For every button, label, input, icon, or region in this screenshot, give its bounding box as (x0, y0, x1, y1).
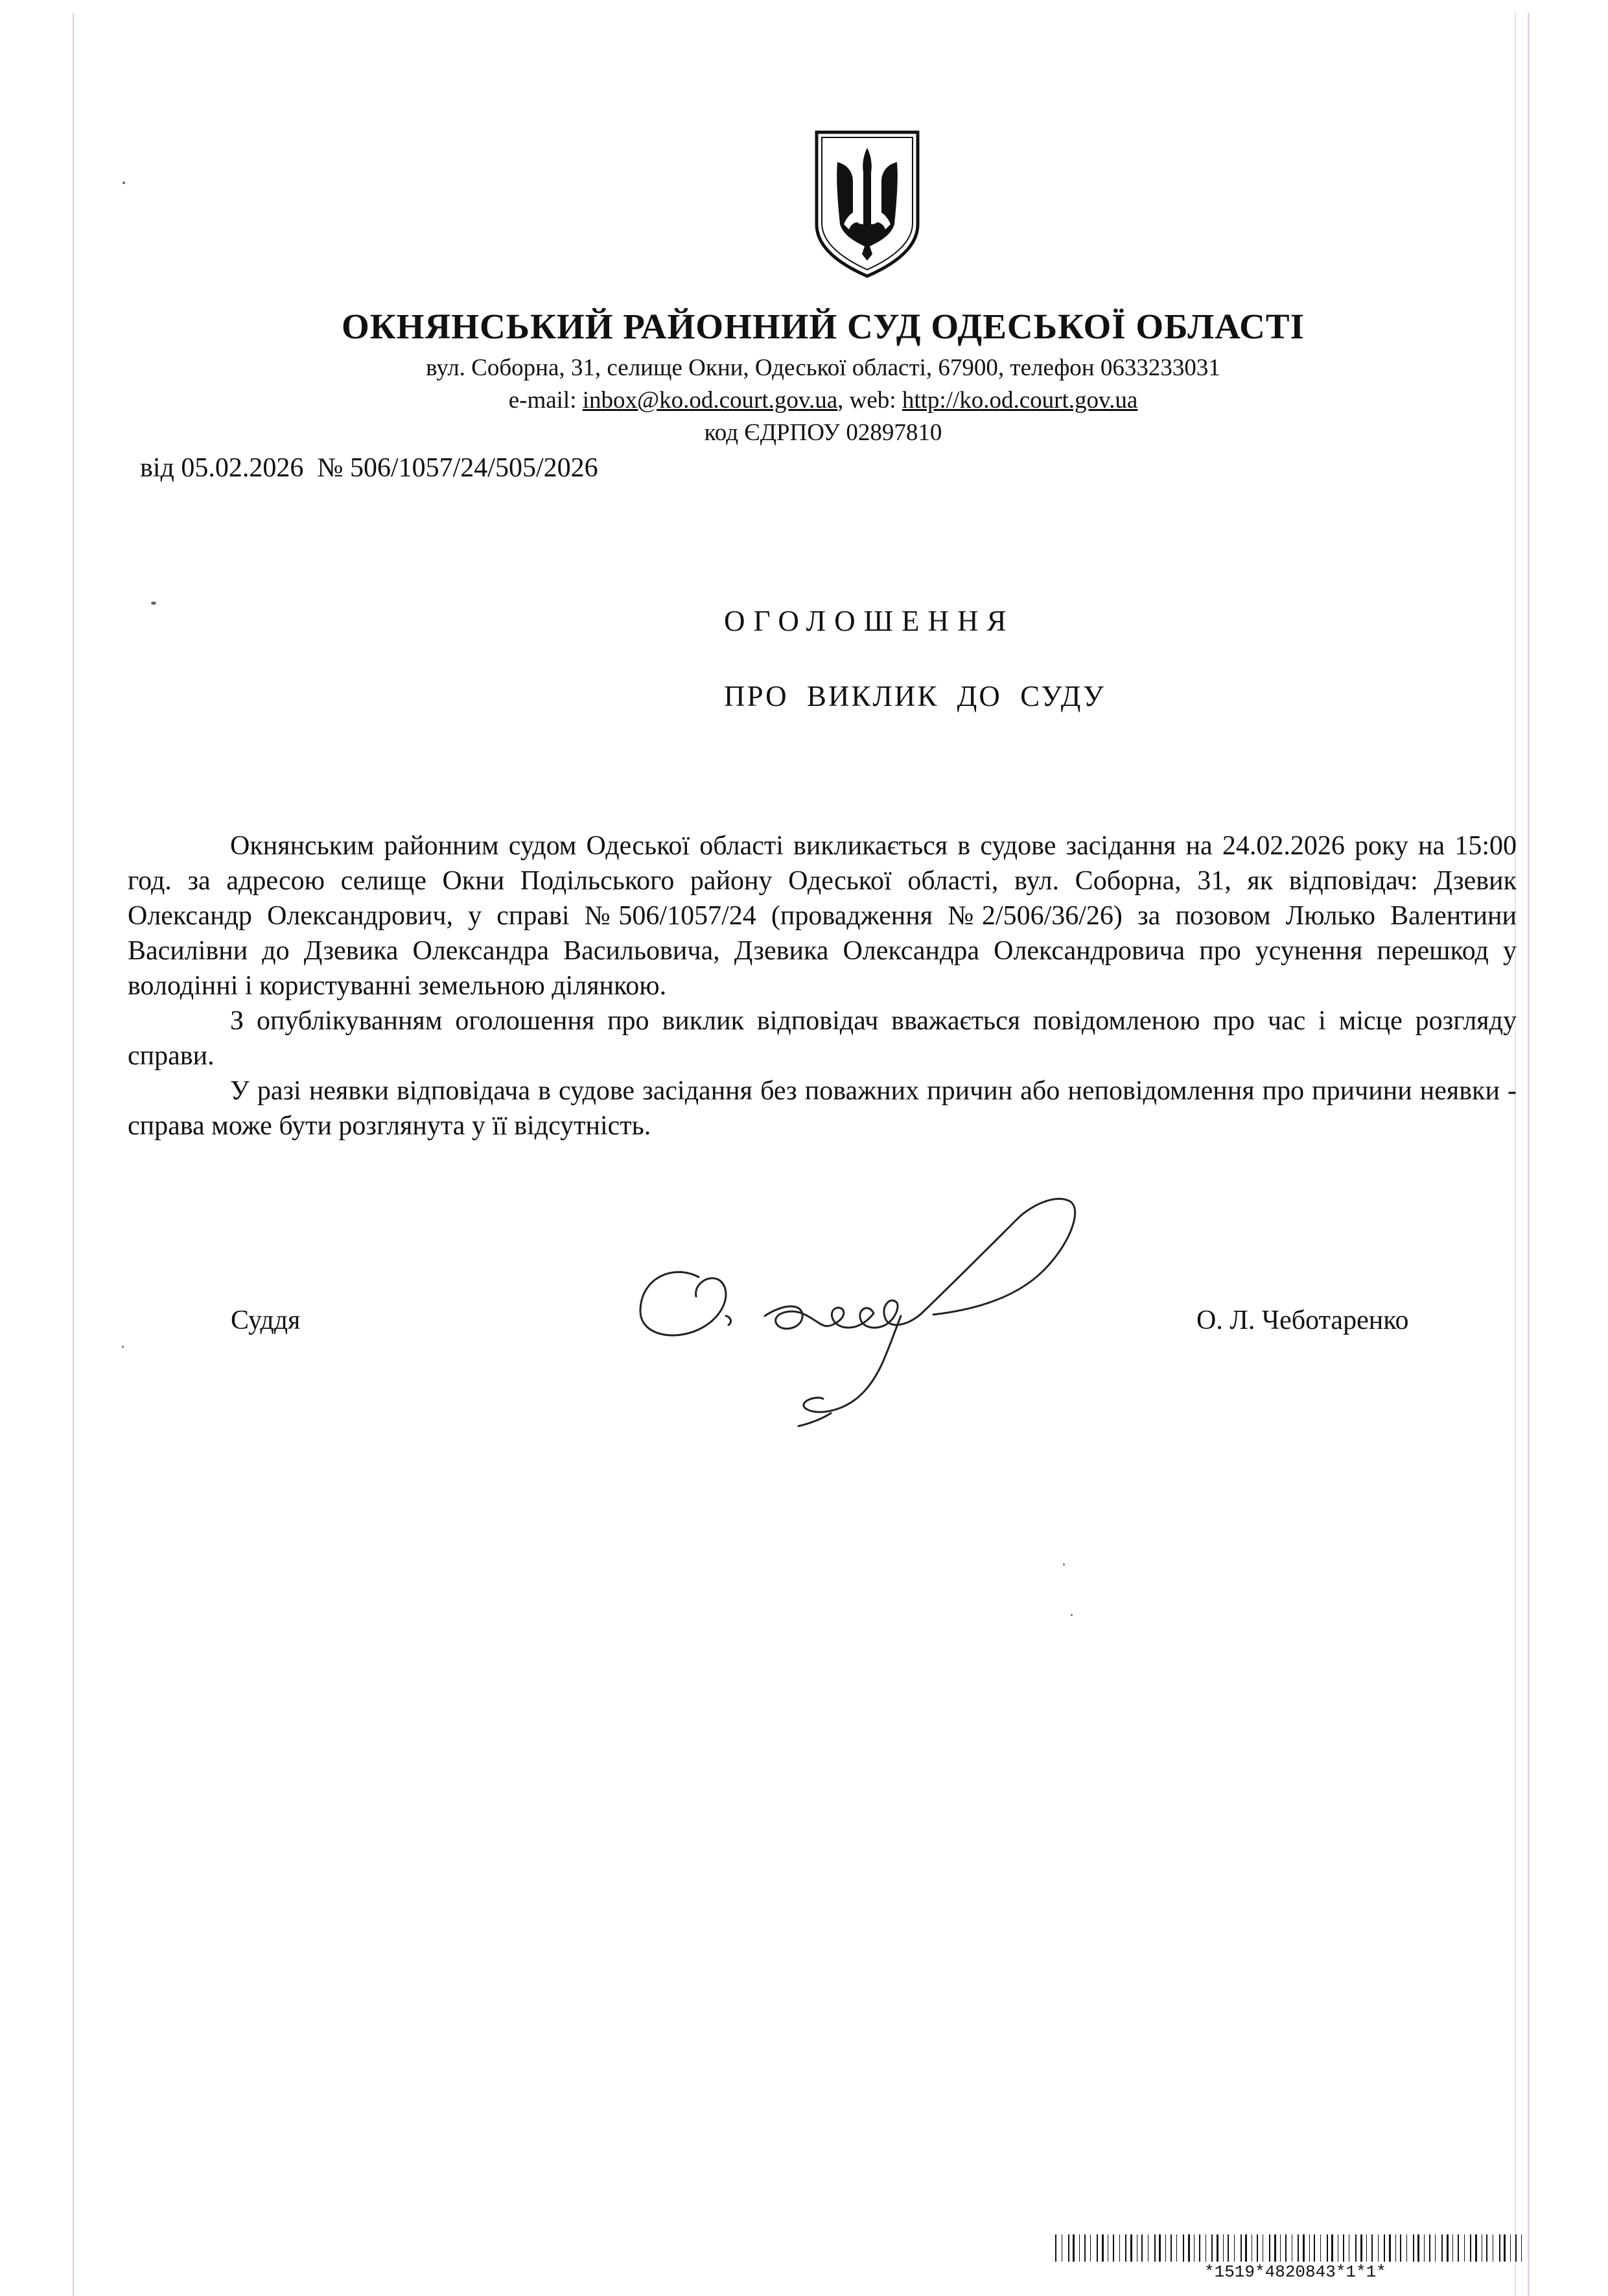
barcode-bar (1159, 2234, 1161, 2262)
barcode-bar (1073, 2234, 1075, 2262)
barcode-bar (1435, 2234, 1436, 2262)
barcode-bar (1429, 2234, 1430, 2262)
barcode-bar (1371, 2234, 1373, 2262)
scan-speck (122, 182, 125, 184)
barcode-bar (1223, 2234, 1224, 2262)
web-link[interactable]: http://ko.od.court.gov.ua (902, 387, 1138, 414)
barcode-bar (1280, 2234, 1281, 2262)
court-contacts (0, 386, 1608, 414)
barcode-bar (1090, 2234, 1091, 2262)
barcode-bar (1464, 2234, 1465, 2262)
barcode-bar (1125, 2234, 1126, 2262)
barcode-bar (1199, 2234, 1200, 2262)
barcode-bar (1475, 2234, 1477, 2262)
barcode-bar (1320, 2234, 1321, 2262)
barcode-bar (1241, 2234, 1242, 2262)
barcode-bar (1331, 2234, 1333, 2262)
judge-name: О. Л. Чеботаренко (1196, 1306, 1409, 1335)
barcode-bar (1176, 2234, 1177, 2262)
scan-speck (1063, 1564, 1065, 1565)
barcode-bar (1355, 2234, 1357, 2262)
handwritten-signature (629, 1180, 1128, 1452)
barcode-bar (1055, 2234, 1056, 2262)
barcode-bar (1269, 2234, 1270, 2262)
barcode-bar (1285, 2234, 1287, 2262)
barcode-bar (1504, 2234, 1506, 2262)
barcode-bar (1097, 2234, 1098, 2262)
court-name: ОКНЯНСЬКИЙ РАЙОННИЙ СУД ОДЕСЬКОЇ ОБЛАСТІ (342, 307, 1305, 346)
barcode-bar (1499, 2234, 1500, 2262)
edrpou-code: код ЄДРПОУ 02897810 (704, 419, 942, 446)
barcode-bar (1119, 2234, 1120, 2262)
barcode-bar (1084, 2234, 1086, 2262)
judge-title: Суддя (231, 1306, 301, 1335)
barcode-bar (1165, 2234, 1166, 2262)
barcode-bar (1366, 2234, 1367, 2262)
barcode-bar (1303, 2234, 1305, 2262)
barcode-bar (1154, 2234, 1156, 2262)
barcode-bar (1211, 2234, 1213, 2262)
barcode-bar (1234, 2234, 1235, 2262)
document-title: ОГОЛОШЕННЯ (724, 605, 1015, 637)
barcode-bar (1245, 2234, 1247, 2262)
barcode-bar (1309, 2234, 1310, 2262)
barcode-bar (1424, 2234, 1425, 2262)
barcode-bar (1510, 2234, 1511, 2262)
trident-emblem-icon (811, 127, 923, 280)
barcode-bar (1452, 2234, 1453, 2262)
barcode-bar (1400, 2234, 1401, 2262)
barcode-bar (1102, 2234, 1104, 2262)
barcode-bar (1141, 2234, 1143, 2262)
barcode-bar (1406, 2234, 1407, 2262)
barcode-bar (1521, 2234, 1522, 2262)
barcode-bar (1458, 2234, 1459, 2262)
barcode-bar (1486, 2234, 1487, 2262)
barcode-bar (1447, 2234, 1449, 2262)
barcode-bar (1171, 2234, 1172, 2262)
document-subtitle: ПРО ВИКЛИК ДО СУДУ (724, 680, 1106, 712)
barcode-bar (1470, 2234, 1471, 2262)
email-label: e-mail: (508, 387, 583, 414)
barcode-bar (1130, 2234, 1132, 2262)
barcode-bar (1441, 2234, 1443, 2262)
scan-speck (122, 1346, 124, 1348)
outgoing-date: від 05.02.2026 (140, 453, 304, 483)
barcode-bar (1395, 2234, 1396, 2262)
body-paragraph: З опублікуванням оголошення про виклик відповідач вважається повідомленою про час і місце розгляду справи. (128, 1006, 1517, 1071)
barcode-bar (1068, 2234, 1069, 2262)
body-paragraph: У разі неявки відповідача в судове засідання без поважних причин або неповідомлення про причини неявки - справа може бути розглянута у її відсутність. (128, 1076, 1517, 1141)
barcode-bar (1413, 2234, 1414, 2262)
barcode-bar (1257, 2234, 1258, 2262)
barcode-text: *1519*4820843*1*1* (1204, 2262, 1386, 2282)
scan-speck (1071, 1614, 1073, 1616)
email-link[interactable]: inbox@ko.od.court.gov.ua (582, 387, 838, 414)
outgoing-number: № 506/1057/24/505/2026 (317, 453, 598, 483)
barcode-bar (1515, 2234, 1517, 2262)
barcode (1055, 2234, 1530, 2262)
barcode-bar (1378, 2234, 1379, 2262)
barcode-bar (1417, 2234, 1419, 2262)
outgoing-reference (140, 452, 598, 484)
barcode-bar (1188, 2234, 1190, 2262)
document-body (128, 828, 1517, 1143)
barcode-bar (1298, 2234, 1299, 2262)
barcode-bar (1389, 2234, 1391, 2262)
barcode-bar (1327, 2234, 1328, 2262)
barcode-bar (1217, 2234, 1218, 2262)
barcode-bar (1183, 2234, 1184, 2262)
barcode-bar (1343, 2234, 1344, 2262)
barcode-bar (1314, 2234, 1315, 2262)
barcode-bar (1360, 2234, 1362, 2262)
barcode-bar (1113, 2234, 1114, 2262)
barcode-bar (1228, 2234, 1229, 2262)
web-label: , web: (837, 387, 902, 414)
court-address: вул. Соборна, 31, селище Окни, Одеської області, 67900, телефон 0633233031 (426, 355, 1220, 381)
barcode-bar (1274, 2234, 1276, 2262)
barcode-bar (1079, 2234, 1080, 2262)
barcode-bar (1384, 2234, 1385, 2262)
scan-speck (151, 602, 156, 605)
body-paragraph: Окнянським районним судом Одеської області викликається в судове засідання на 24.02.2026 року на 15:00 год. за адресою селище Окни Подільського району Одеської області, вул. Соборна, 31, як відповідач: Дзевик Олександр Олександрович, у справі №506/1057/24 (провадження №2/506/36/26) за позовом Люлько Валентини Василівни до Дзевика Олександра Васильовича, Дзевика Олександра Олександровича про усунення перешкод у володінні і користуванні земельною ділянкою. (128, 831, 1517, 1001)
